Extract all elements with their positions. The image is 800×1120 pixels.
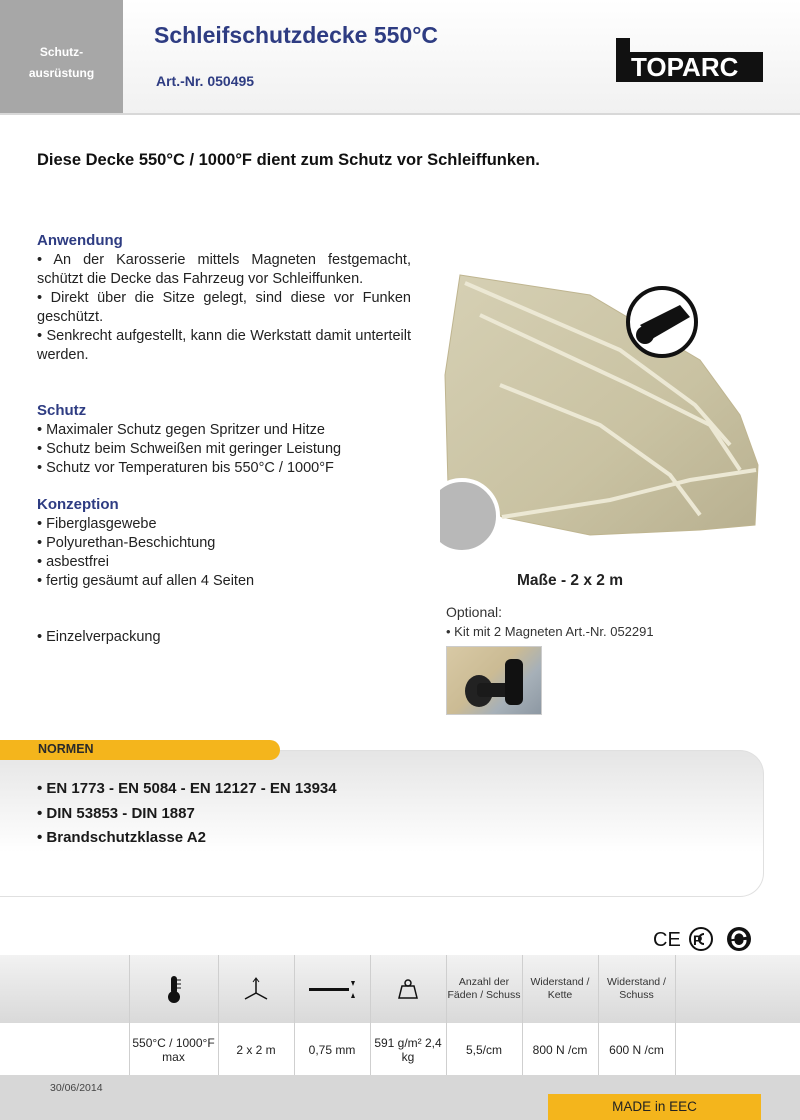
list-item: • Schutz vor Temperaturen bis 550°C / 1000°F [37, 460, 334, 476]
list-item: • Schutz beim Schweißen mit geringer Leistung [37, 441, 342, 457]
anwendung-text [37, 251, 411, 365]
spec-header: Widerstand / Schuss [607, 976, 666, 1001]
document-date: 30/06/2014 [50, 1082, 103, 1094]
intro-sentence: Diese Decke 550°C / 1000°F dient zum Schutz vor Schleiffunken. [37, 151, 540, 169]
thickness-icon [294, 955, 370, 1023]
product-title: Schleifschutzdecke 550°C [154, 22, 439, 48]
spec-header: Widerstand / Kette [530, 976, 590, 1001]
origin-label: MADE in EEC [612, 1099, 697, 1114]
weight-icon [370, 955, 446, 1023]
spec-header: Anzahl der Fäden / Schuss [447, 976, 521, 1001]
packaging-note: • Einzelverpackung [37, 629, 161, 645]
thermometer-icon [129, 955, 218, 1023]
spec-value-size: 2 x 2 m [236, 1043, 276, 1057]
spec-value-temperature: 550°C / 1000°F max [132, 1036, 215, 1064]
spec-value-thickness: 0,75 mm [308, 1043, 356, 1057]
header-divider [0, 113, 800, 115]
toparc-logo [616, 38, 763, 82]
blanket-image [440, 255, 770, 555]
spec-table [0, 955, 800, 1075]
list-item: • Fiberglasgewebe [37, 516, 157, 532]
normen-panel [0, 750, 764, 897]
fabric-detail-icon [440, 480, 498, 552]
svg-text:TOPARC: TOPARC [631, 52, 739, 82]
article-number: Art.-Nr. 050495 [156, 73, 255, 89]
list-item: • fertig gesäumt auf allen 4 Seiten [37, 573, 255, 589]
optional-heading: Optional: [446, 604, 503, 620]
svg-text:P: P [693, 932, 703, 948]
green-dot-icon [727, 927, 751, 951]
norm-item: • DIN 53853 - DIN 1887 [37, 805, 195, 822]
certification-marks [653, 925, 753, 953]
ce-mark-icon [653, 929, 681, 951]
list-item: • asbestfrei [37, 554, 109, 570]
spec-value-warp-resistance: 800 N /cm [532, 1043, 588, 1057]
schutz-list [37, 421, 411, 478]
spec-value-weft-resistance: 600 N /cm [609, 1043, 664, 1057]
spec-value-weight: 591 g/m² 2,4 kg [374, 1036, 442, 1064]
anwendung-paragraph: • An der Karosserie mittels Magneten festgemacht, schützt die Decke das Fahrzeug vor Schleiffunken. [37, 252, 411, 287]
section-heading-schutz: Schutz [37, 402, 87, 419]
section-heading-konzeption: Konzeption [37, 496, 119, 513]
pct-mark-icon [690, 928, 712, 950]
dimensions-label: Maße - 2 x 2 m [517, 572, 623, 589]
anwendung-paragraph: • Senkrecht aufgestellt, kann die Werkstatt damit unterteilt werden. [37, 328, 411, 363]
optional-kit-text: • Kit mit 2 Magneten Art.-Nr. 052291 [446, 624, 654, 639]
magnet-kit-image [446, 646, 542, 715]
category-label: Schutz- ausrüstung [28, 45, 95, 80]
list-item: • Maximaler Schutz gegen Spritzer und Hitze [37, 422, 325, 438]
norm-item: • EN 1773 - EN 5084 - EN 12127 - EN 13934 [37, 780, 337, 797]
dimensions-icon [218, 955, 294, 1023]
section-heading-anwendung: Anwendung [37, 232, 123, 249]
normen-label: NORMEN [38, 742, 94, 756]
norm-item: • Brandschutzklasse A2 [37, 829, 206, 846]
anwendung-paragraph: • Direkt über die Sitze gelegt, sind diese vor Funken geschützt. [37, 290, 411, 325]
spec-value-threads: 5,5/cm [465, 1043, 502, 1057]
konzeption-list [37, 515, 411, 591]
svg-text:CE: CE [653, 929, 681, 951]
list-item: • Polyurethan-Beschichtung [37, 535, 216, 551]
